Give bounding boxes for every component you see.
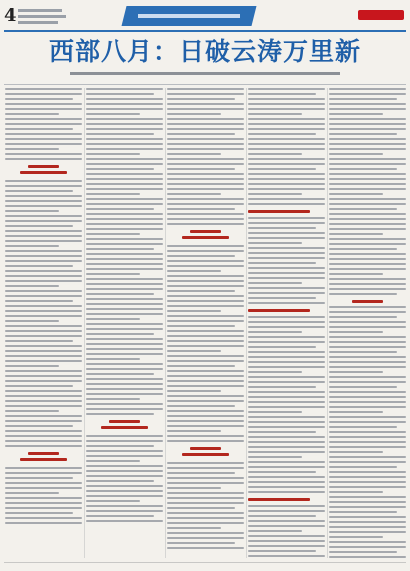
section-heading-placeholder — [190, 447, 221, 450]
section-ribbon-text-placeholder — [138, 14, 240, 18]
article-column — [167, 88, 244, 558]
newspaper-logo — [350, 4, 406, 26]
section-ribbon — [122, 6, 257, 26]
column-rule — [84, 88, 85, 558]
meta-line — [18, 9, 62, 12]
column-rule — [327, 88, 328, 558]
masthead — [4, 4, 406, 30]
inline-heading-placeholder — [248, 210, 310, 213]
meta-line — [18, 15, 66, 18]
masthead-rule — [4, 30, 406, 32]
section-heading-placeholder — [352, 300, 383, 303]
inline-heading-placeholder — [248, 498, 310, 501]
article-column — [248, 88, 325, 558]
logo-mark — [358, 10, 404, 20]
section-heading-placeholder — [28, 452, 59, 455]
section-subheading-placeholder — [20, 171, 68, 174]
page-meta — [4, 6, 64, 28]
section-subheading-placeholder — [20, 458, 68, 461]
column-rule — [246, 88, 247, 558]
headline-rule — [4, 84, 406, 85]
section-heading-placeholder — [190, 230, 221, 233]
inline-heading-placeholder — [248, 309, 310, 312]
section-subheading-placeholder — [182, 453, 230, 456]
article-column — [329, 88, 406, 558]
article-column — [5, 88, 82, 558]
section-heading-placeholder — [109, 420, 140, 423]
page-number: 4 — [4, 5, 17, 26]
page-headline: 西部八月：日破云涛万里新 — [48, 37, 361, 66]
column-rule — [165, 88, 166, 558]
section-heading-placeholder — [28, 165, 59, 168]
meta-line — [18, 21, 58, 24]
byline-placeholder — [70, 72, 340, 77]
section-subheading-placeholder — [101, 426, 149, 429]
section-subheading-placeholder — [182, 236, 230, 239]
footer-rule — [4, 562, 406, 563]
article-column — [86, 88, 163, 558]
